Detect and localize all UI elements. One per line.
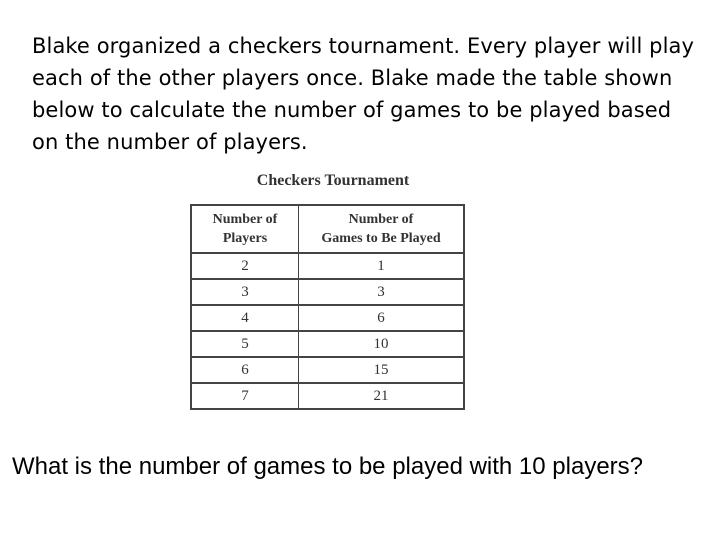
players-cell: 7 xyxy=(191,383,299,409)
players-cell: 2 xyxy=(191,253,299,279)
table-row xyxy=(191,253,464,279)
header-number-of-games: Number of Games to Be Played xyxy=(299,205,465,253)
games-cell: 21 xyxy=(299,383,465,409)
players-cell: 6 xyxy=(191,357,299,383)
question-text: What is the number of games to be played with 10 players? xyxy=(12,453,644,480)
games-cell: 6 xyxy=(299,305,465,331)
table-title: Checkers Tournament xyxy=(256,172,410,189)
players-cell: 5 xyxy=(191,331,299,357)
checkers-table-figure xyxy=(190,168,470,410)
players-cell: 3 xyxy=(191,279,299,305)
games-cell: 10 xyxy=(299,331,465,357)
games-cell: 1 xyxy=(299,253,465,279)
checkers-tournament-table xyxy=(190,204,465,410)
table-header-row xyxy=(191,205,464,253)
table-row xyxy=(191,357,464,383)
players-cell: 4 xyxy=(191,305,299,331)
games-cell: 15 xyxy=(299,357,465,383)
table-row xyxy=(191,279,464,305)
table-row xyxy=(191,383,464,409)
table-row xyxy=(191,331,464,357)
table-row xyxy=(191,305,464,331)
problem-intro-text: Blake organized a checkers tournament. Every player will play each of the other players once. Blake made the table shown below to calculate the number of games to be played based on the number of players. xyxy=(32,34,695,154)
header-number-of-players: Number of Players xyxy=(191,205,299,253)
games-cell: 3 xyxy=(299,279,465,305)
